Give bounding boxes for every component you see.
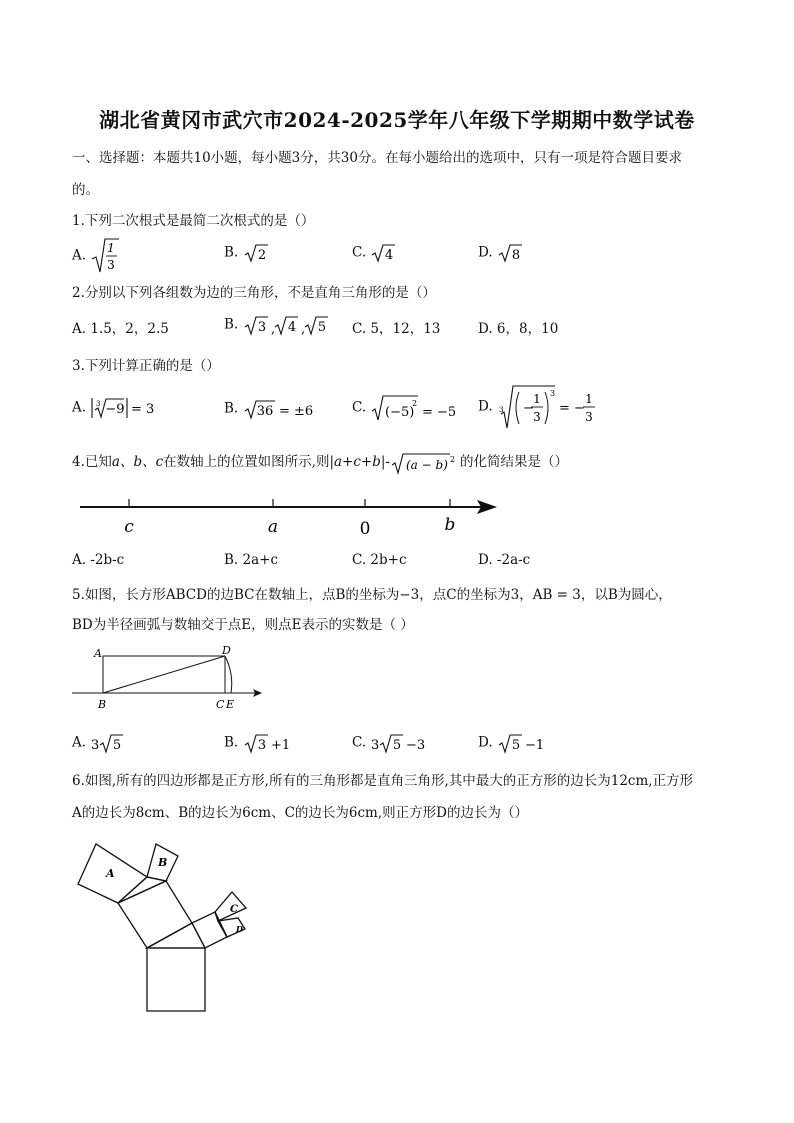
base-triangle	[147, 923, 205, 948]
sqrt-list-formula	[243, 314, 329, 336]
sqrt-formula	[243, 732, 293, 754]
q3-option-d	[478, 384, 601, 430]
option-label: D.	[478, 398, 493, 415]
option-label: C.	[352, 734, 367, 751]
option-label: D.	[478, 244, 493, 261]
tail: −1	[524, 738, 545, 753]
tail: −3	[406, 738, 426, 753]
label-zero: 0	[359, 519, 371, 539]
radicand: (−5)	[385, 405, 415, 420]
q6-stem-line2: A的边长为8cm、B的边长为6cm、C的边长为6cm,则正方形D的边长为（）	[72, 805, 528, 821]
sqrt-formula	[370, 243, 396, 263]
label-a: a	[267, 517, 279, 537]
q5-option-b	[224, 732, 293, 754]
radicand: (a − b)	[406, 457, 448, 472]
denominator: 3	[533, 410, 541, 424]
label-a: A	[106, 867, 115, 880]
svg-text:3: 3	[498, 406, 504, 414]
sqrt-formula	[497, 243, 523, 263]
q5-stem-line2: BD为半径画弧与数轴交于点E，则点E表示的实数是（ ）	[72, 617, 414, 633]
number-line-figure	[75, 490, 505, 540]
q5-option-d	[478, 732, 547, 754]
label-c: C	[230, 904, 238, 915]
page-title: 湖北省黄冈市武穴市2024-2025学年八年级下学期期中数学试卷	[99, 108, 695, 132]
q4-option-d: D. -2a-c	[478, 552, 531, 568]
sqrt-formula	[370, 732, 432, 754]
option-label: B.	[224, 734, 239, 751]
q4-option-c: C. 2b+c	[352, 552, 407, 568]
sqrt-formula	[90, 732, 126, 754]
option-label: A.	[72, 399, 87, 416]
label-b: b	[444, 515, 456, 535]
q5-option-a	[72, 732, 126, 754]
exponent: 2	[412, 399, 418, 408]
result: = ±6	[278, 404, 313, 419]
radicand: 5	[511, 738, 521, 753]
radicand: −9	[105, 402, 125, 417]
option-label: C.	[352, 399, 367, 416]
result: = 3	[131, 402, 155, 417]
sqrt-square-formula	[370, 393, 460, 423]
label-b: B	[98, 698, 107, 711]
q1-a-denominator: 3	[107, 258, 116, 272]
sqrt-fraction-formula	[90, 237, 120, 275]
right-square	[192, 912, 227, 948]
radicand: 2	[257, 248, 266, 263]
label-c: C	[216, 698, 225, 711]
radicand: 8	[511, 248, 521, 263]
q2-option-b	[224, 314, 329, 336]
pythagoras-tree-figure	[72, 838, 262, 1018]
svg-text:3: 3	[96, 400, 101, 408]
tail: +1	[270, 738, 290, 753]
q1-option-b	[224, 243, 269, 263]
q5-option-c	[352, 732, 432, 754]
label-c: c	[124, 517, 134, 537]
radicand: 5	[317, 320, 326, 335]
numerator: 1	[585, 392, 593, 406]
abs-cuberoot-formula	[90, 396, 154, 420]
radicand: 36	[256, 404, 273, 419]
label-d: D	[236, 924, 243, 934]
stem-abs: a+c+b	[334, 454, 381, 470]
q1-option-c	[352, 243, 396, 263]
sqrt-formula	[497, 732, 547, 754]
q3-stem: 3.下列计算正确的是（）	[72, 358, 220, 374]
q3-option-a	[72, 396, 154, 420]
radicand: 4	[385, 248, 394, 263]
denominator: 3	[585, 410, 593, 424]
label-d: D	[222, 644, 231, 657]
stem-text: 在数轴上的位置如图所示,则|	[163, 454, 334, 470]
q2-option-c: C. 5，12，13	[352, 321, 441, 337]
exponent: 3	[549, 389, 556, 398]
q4-stem	[72, 450, 568, 475]
q5-stem-line1: 5.如图，长方形ABCD的边BC在数轴上，点B的坐标为−3，点C的坐标为3，AB = 3，以B为圆心，	[72, 587, 672, 603]
radicand: 3	[257, 320, 266, 335]
section-instructions-line1: 一、选择题：本题共10小题，每小题3分，共30分。在每小题给出的选项中，只有一项是符合题目要求	[72, 150, 682, 166]
radicand: 3	[257, 738, 266, 753]
q1-stem: 1.下列二次根式是最简二次根式的是（）	[72, 213, 315, 229]
option-label: B.	[224, 244, 239, 261]
q4-option-b: B. 2a+c	[224, 552, 279, 568]
exponent: 2	[450, 454, 456, 464]
section-instructions-line2: 的。	[72, 182, 99, 198]
label-a: A	[94, 647, 102, 660]
radicand: 4	[287, 320, 296, 335]
coefficient: 3	[371, 738, 380, 753]
svg-text:,: ,	[300, 322, 305, 336]
arc-de	[225, 656, 232, 693]
q6-stem-line1: 6.如图,所有的四边形都是正方形,所有的三角形都是直角三角形,其中最大的正方形的边长为12cm,正方形	[72, 773, 694, 789]
numerator: 1	[533, 392, 541, 406]
radicand: 5	[113, 738, 122, 753]
cuberoot-fraction-formula	[497, 384, 601, 430]
label-e: E	[226, 698, 235, 711]
q4-option-a: A. -2b-c	[72, 552, 125, 568]
option-label: D.	[478, 734, 493, 751]
option-label: A.	[72, 734, 87, 751]
result: = −5	[422, 405, 457, 420]
q1-option-d	[478, 243, 523, 263]
q2-option-d: D. 6，8，10	[478, 321, 559, 337]
left-square	[118, 881, 192, 948]
option-label: C.	[352, 244, 367, 261]
q2-option-a: A. 1.5，2，2.5	[72, 321, 169, 337]
stem-text: 的化简结果是（）	[460, 454, 568, 470]
result: = −	[558, 401, 585, 416]
sqrt-formula	[243, 398, 323, 420]
svg-text:−: −	[522, 401, 534, 416]
option-label: B.	[224, 316, 239, 333]
coefficient: 3	[91, 738, 100, 753]
svg-text:,: ,	[270, 322, 275, 336]
q1-a-numerator: 1	[107, 241, 116, 255]
q3-option-b	[224, 398, 323, 420]
radicand: 5	[393, 738, 402, 753]
label-b: B	[158, 856, 168, 869]
q2-stem: 2.分别以下列各组数为边的三角形，不是直角三角形的是（）	[72, 285, 436, 301]
sqrt-formula	[243, 243, 269, 263]
largest-square	[147, 948, 205, 1011]
diagonal-bd	[103, 656, 225, 693]
q1-option-a	[72, 237, 120, 275]
sqrt-square-formula	[390, 451, 460, 475]
stem-vars: a、b、c	[111, 454, 164, 470]
rectangle-arc-figure	[68, 642, 268, 714]
q3-option-c	[352, 393, 460, 423]
option-label: A.	[72, 247, 87, 264]
option-label: B.	[224, 400, 239, 417]
stem-text: |-	[380, 454, 390, 470]
stem-text: 4.已知	[72, 454, 112, 470]
